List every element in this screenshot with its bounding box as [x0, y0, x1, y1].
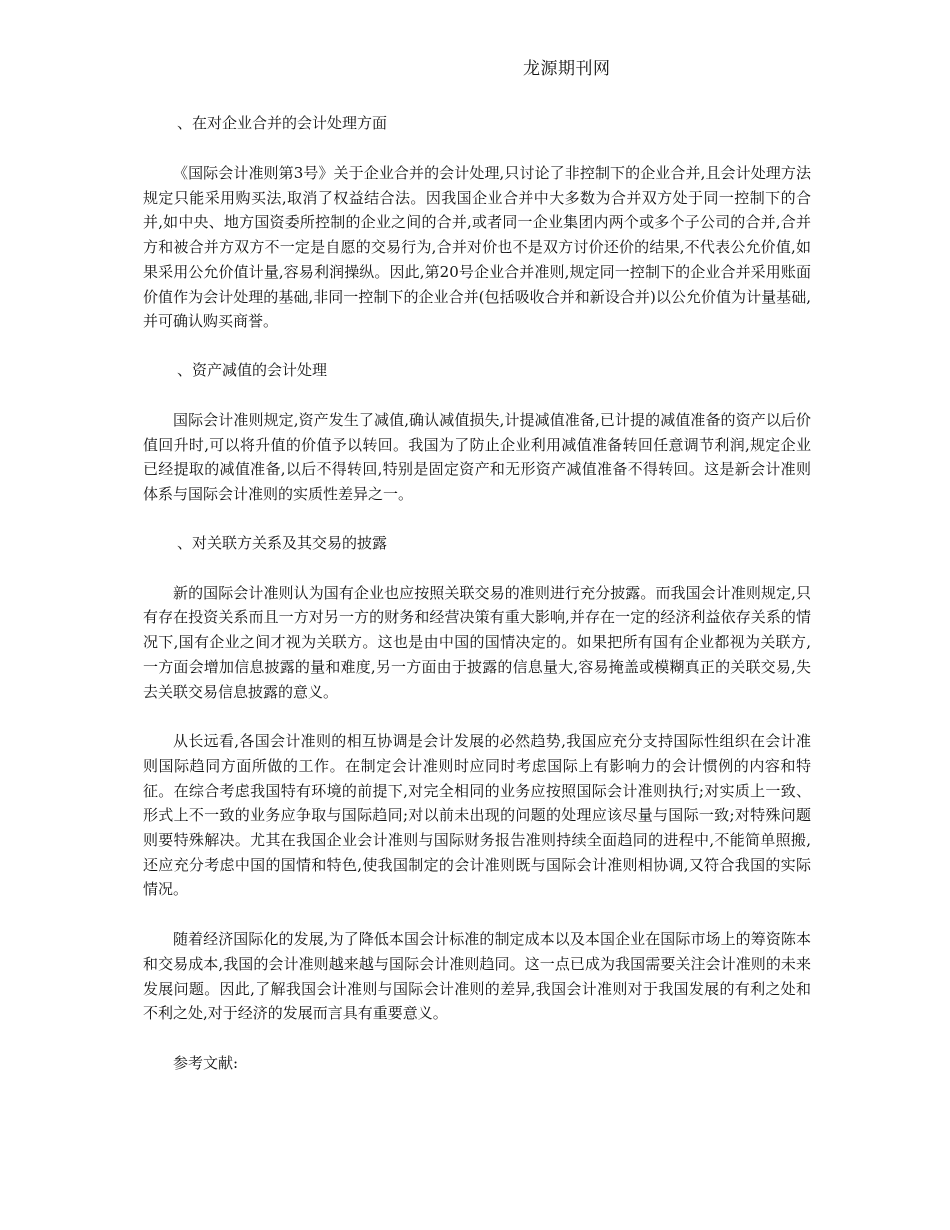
references-label: 参考文献:	[173, 1053, 239, 1072]
paragraph-merger: 《国际会计准则第3号》关于企业合并的会计处理,只讨论了非控制下的企业合并,且会计处理方法规定只能采用购买法,取消了权益结合法。因我国企业合并中大多数为合并双方处于同一控制下的合并,如中央、地方国资委所控制的企业之间的合并,或者同一企业集团内两个或多个子公司的合并,合并方和被合并方双方不一定是自愿的交易行为,合并对价也不是双方讨价还价的结果,不代表公允价值,如果采用公允价值计量,容易利润操纵。因此,第20号企业合并准则,规定同一控制下的企业合并采用账面价值作为会计处理的基础,非同一控制下的企业合并(包括吸收合并和新设合并)以公允价值为计量基础,并可确认购买商誉。	[143, 164, 811, 331]
paragraph-conclusion: 随着经济国际化的发展,为了降低本国会计标准的制定成本以及本国企业在国际市场上的筹资陈本和交易成本,我国的会计准则越来越与国际会计准则趋同。这一点已成为我国需要关注会计准则的未来发展问题。因此,了解我国会计准则与国际会计准则的差异,我国会计准则对于我国发展的有利之处和不利之处,对于经济的发展而言具有重要意义。	[143, 930, 811, 1023]
section-heading-related-party: 、对关联方关系及其交易的披露	[177, 533, 388, 552]
paragraph-convergence: 从长远看,各国会计准则的相互协调是会计发展的必然趋势,我国应充分支持国际性组织在会计准则国际趋同方面所做的工作。在制定会计准则时应同时考虑国际上有影响力的会计惯例的内容和特征。在综合考虑我国特有环境的前提下,对完全相同的业务应按照国际会计准则执行;对实质上一致、形式上不一致的业务应争取与国际趋同;对以前未出现的问题的处理应该尽量与国际一致;对特殊问题则要特殊解决。尤其在我国企业会计准则与国际财务报告准则持续全面趋同的进程中,不能简单照搬,还应充分考虑中国的国情和特色,使我国制定的会计准则既与国际会计准则相协调,又符合我国的实际情况。	[143, 732, 811, 899]
section-heading-merger: 、在对企业合并的会计处理方面	[177, 114, 388, 132]
site-title: 龙源期刊网	[523, 59, 611, 79]
paragraph-impairment: 国际会计准则规定,资产发生了减值,确认减值损失,计提减值准备,已计提的减值准备的资产以后价值回升时,可以将升值的价值予以转回。我国为了防止企业利用减值准备转回任意调节利润,规定企业已经提取的减值准备,以后不得转回,特别是固定资产和无形资产减值准备不得转回。这是新会计准则体系与国际会计准则的实质性差异之一。	[143, 410, 811, 504]
section-heading-impairment: 、资产减值的会计处理	[177, 360, 328, 379]
article-body	[143, 112, 811, 1075]
paragraph-related-party: 新的国际会计准则认为国有企业也应按照关联交易的准则进行充分披露。而我国会计准则规定,只有存在投资关系而且一方对另一方的财务和经营决策有重大影响,并存在一定的经济利益依存关系的情况下,国有企业之间才视为关联方。这也是由中国的国情决定的。如果把所有国有企业都视为关联方,一方面会增加信息披露的量和难度,另一方面由于披露的信息量大,容易掩盖或模糊真正的关联交易,失去关联交易信息披露的意义。	[143, 583, 811, 701]
